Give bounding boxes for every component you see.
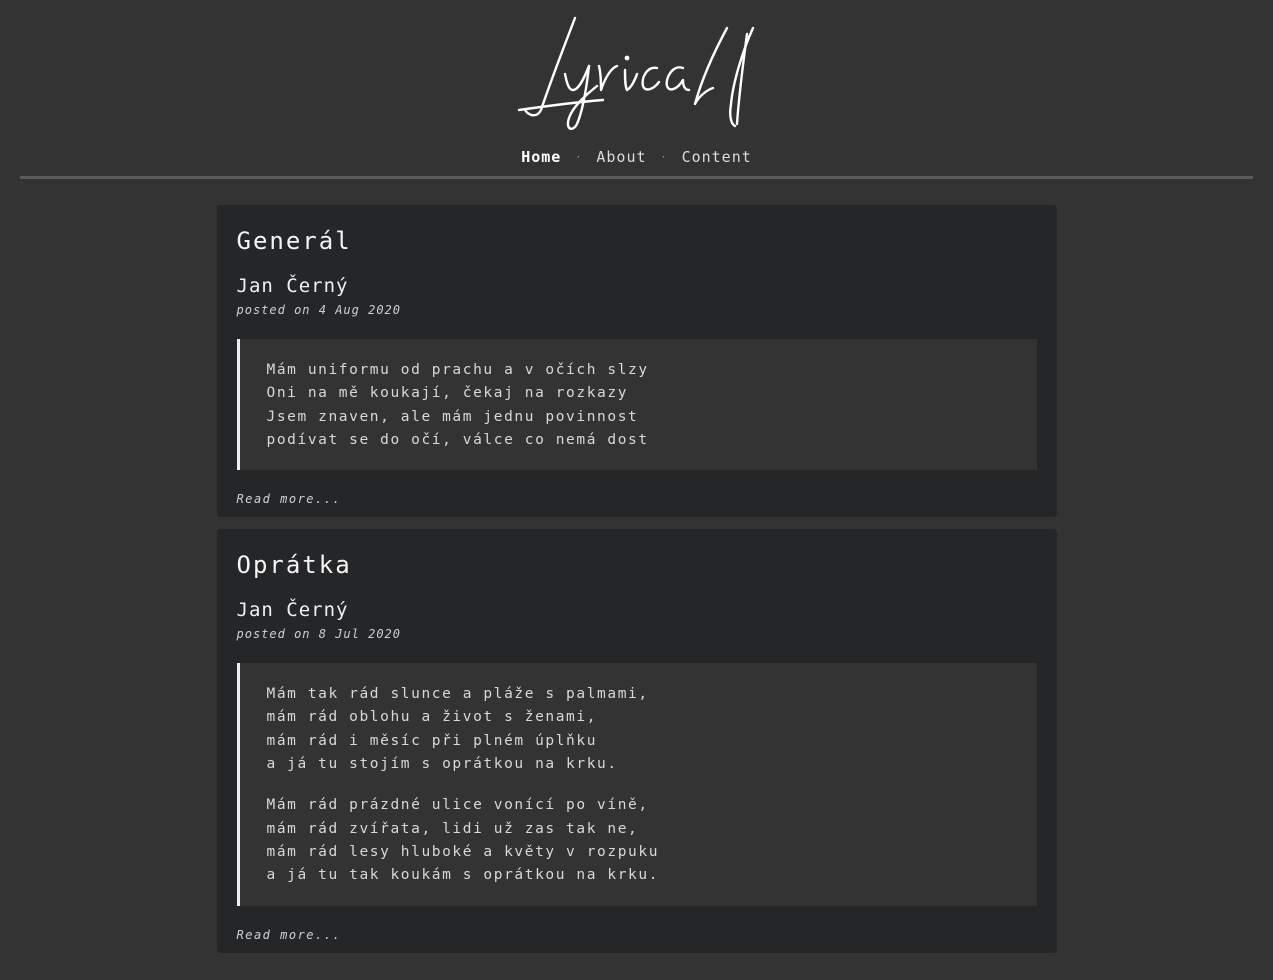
- header-divider: [20, 176, 1253, 179]
- read-more-link[interactable]: Read more...: [236, 492, 342, 507]
- post-date: posted on 4 Aug 2020: [236, 303, 401, 317]
- nav-content[interactable]: Content: [681, 148, 752, 166]
- lyric-line: Mám rád prázdné ulice vonící po víně,: [266, 797, 649, 814]
- lyric-line: mám rád i měsíc při plném úplňku: [266, 732, 598, 749]
- site-header: [0, 0, 1273, 179]
- stanza: [267, 683, 1009, 776]
- lyric-line: mám rád oblohu a život s ženami,: [266, 709, 598, 726]
- lyrics-excerpt: [237, 663, 1037, 905]
- post-author: Jan Černý: [236, 275, 349, 297]
- lyric-line: Mám uniformu od prachu a v očích slzy: [266, 362, 649, 378]
- nav-about[interactable]: About: [596, 148, 647, 166]
- nav-separator: ·: [575, 151, 583, 163]
- post-title[interactable]: Oprátka: [236, 551, 352, 580]
- post-title[interactable]: Generál: [236, 227, 352, 255]
- read-more-link[interactable]: Read more...: [236, 927, 342, 942]
- lyric-line: podívat se do očí, válce co nemá dost: [266, 431, 649, 448]
- post-list: [217, 205, 1057, 953]
- lyric-line: a já tu tak koukám s oprátkou na krku.: [266, 867, 660, 884]
- post-card: [217, 205, 1057, 517]
- lyric-line: Jsem znaven, ale mám jednu povinnost: [266, 408, 639, 425]
- stanza: [267, 359, 1009, 452]
- main-nav: [0, 148, 1273, 166]
- nav-home[interactable]: Home: [521, 148, 562, 166]
- post-card: [217, 529, 1057, 952]
- lyric-line: a já tu stojím s oprátkou na krku.: [266, 756, 618, 773]
- lyricall-logo[interactable]: [507, 14, 767, 138]
- lyric-line: mám rád zvířata, lidi už zas tak ne,: [266, 820, 639, 837]
- stanza: [267, 794, 1009, 887]
- lyric-line: mám rád lesy hluboké a květy v rozpuku: [266, 843, 660, 860]
- post-date: posted on 8 Jul 2020: [236, 627, 401, 642]
- lyric-line: Oni na mě koukají, čekaj na rozkazy: [266, 385, 629, 402]
- lyric-line: Mám tak rád slunce a pláže s palmami,: [266, 686, 649, 703]
- lyrics-excerpt: [237, 339, 1037, 470]
- nav-separator: ·: [660, 151, 668, 163]
- post-author: Jan Černý: [236, 599, 349, 622]
